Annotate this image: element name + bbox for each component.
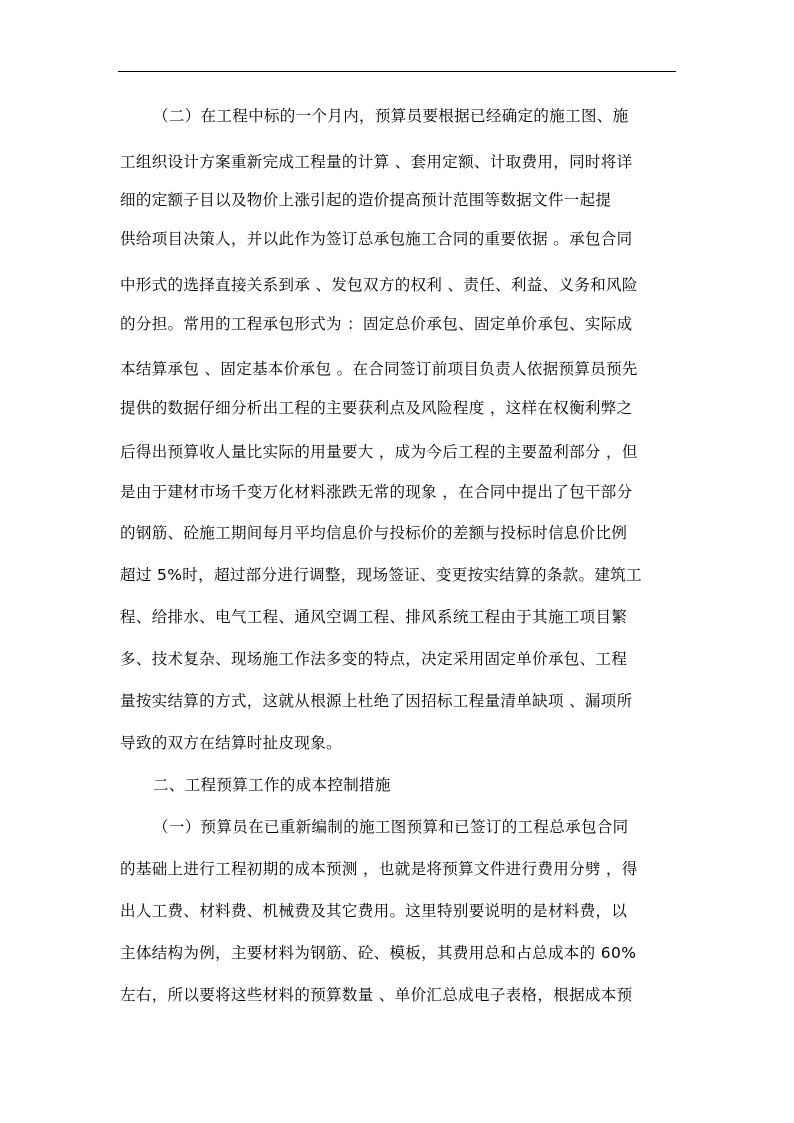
text-line: 提供的数据仔细分析出工程的主要获利点及风险程度 ，这样在权衡利弊之 [120,399,633,417]
text-line: 超过 5%时，超过部分进行调整，现场签证、变更按实结算的条款。建筑工 [120,566,642,584]
section-heading: 二、工程预算工作的成本控制措施 [153,776,391,794]
text-line: 多、技术复杂、现场施工作法多变的特点，决定采用固定单价承包、工程 [120,650,628,668]
text-line: 供给项目决策人，并以此作为签订总承包施工合同的重要依据 。承包合同 [120,230,633,248]
text-line: 导致的双方在结算时扯皮现象。 [120,734,342,752]
text-line: （二）在工程中标的一个月内，预算员要根据已经确定的施工图、施 [153,107,629,125]
header-rule [118,71,676,72]
text-line: （一）预算员在已重新编制的施工图预算和已签订的工程总承包合同 [153,818,629,836]
text-line: 出人工费、材料费、机械费及其它费用。这里特别要说明的是材料费，以 [120,902,628,920]
text-line: 的钢筋、砼施工期间每月平均信息价与投标价的差额与投标时信息价比例 [120,524,628,542]
text-line: 细的定额子目以及物价上涨引起的造价提高预计范围等数据文件一起提 [120,191,612,209]
text-line: 本结算承包 、固定基本价承包 。在合同签订前项目负责人依据预算员预先 [120,360,638,378]
text-line: 主体结构为例，主要材料为钢筋、砼、模板，其费用总和占总成本的 60% [120,944,637,962]
text-line: 量按实结算的方式，这就从根源上杜绝了因招标工程量清单缺项 、漏项所 [120,692,633,710]
text-line: 的基础上进行工程初期的成本预测 ，也就是将预算文件进行费用分劈 ，得 [120,860,638,878]
text-line: 后得出预算收人量比实际的用量要大 ，成为今后工程的主要盈利部分 ，但 [120,443,638,461]
text-line: 中形式的选择直接关系到承 、发包双方的权利 、责任、利益、义务和风险 [120,276,638,294]
text-line: 工组织设计方案重新完成工程量的计算 、套用定额、计取费用，同时将详 [120,153,633,171]
text-line: 左右，所以要将这些材料的预算数量 、单价汇总成电子表格，根据成本预 [120,986,633,1004]
text-line: 的分担。常用的工程承包形式为 ：固定总价承包、固定单价承包、实际成 [120,315,633,333]
text-line: 程、给排水、电气工程、通风空调工程、排风系统工程由于其施工项目繁 [120,608,628,626]
text-line: 是由于建材市场千变万化材料涨跌无常的现象 ，在合同中提出了包干部分 [120,483,633,501]
